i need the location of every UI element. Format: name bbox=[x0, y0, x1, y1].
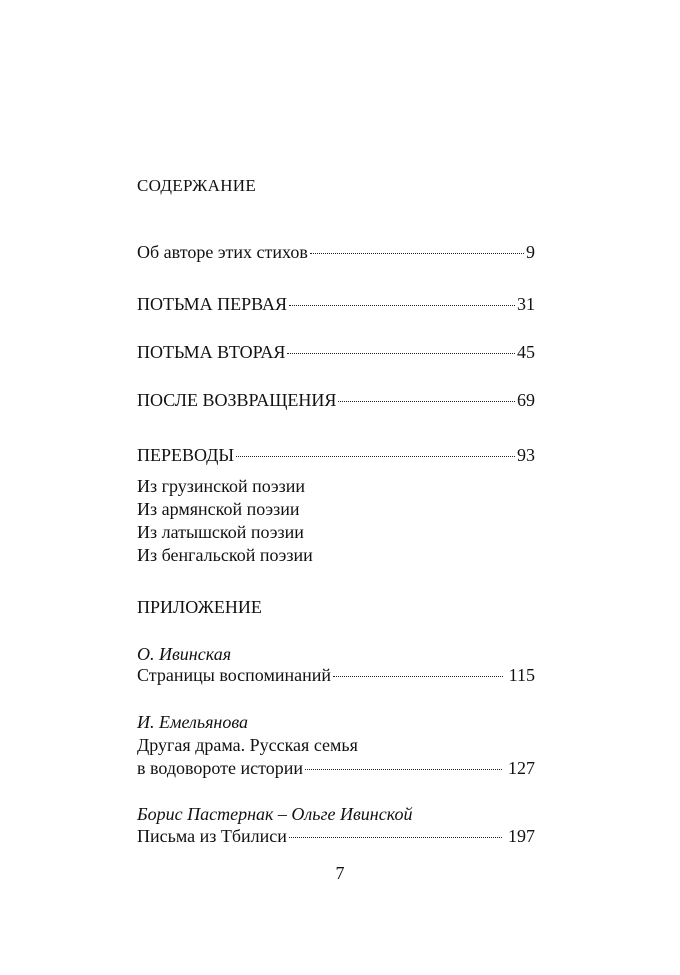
toc-entry-line: Другая драма. Русская семья bbox=[137, 735, 358, 755]
toc-entry-letters[interactable] bbox=[137, 826, 535, 850]
toc-entry-memoirs[interactable] bbox=[137, 665, 535, 689]
dot-leader bbox=[338, 401, 515, 402]
toc-entry-after-return[interactable] bbox=[137, 390, 535, 414]
toc-title: СОДЕРЖАНИЕ bbox=[137, 176, 257, 195]
toc-entry-label: ПЕРЕВОДЫ bbox=[137, 445, 235, 465]
toc-entry-other-drama[interactable] bbox=[137, 758, 535, 782]
toc-entry-page: 31 bbox=[517, 294, 535, 314]
dot-leader bbox=[289, 837, 502, 838]
toc-entry-translations[interactable] bbox=[137, 445, 535, 469]
toc-entry-potma-2[interactable] bbox=[137, 342, 535, 366]
appendix-author: И. Емельянова bbox=[137, 712, 249, 732]
toc-entry-page: 69 bbox=[517, 390, 535, 410]
appendix-author: О. Ивинская bbox=[137, 644, 232, 664]
page-number: 7 bbox=[335, 863, 345, 883]
toc-entry-potma-1[interactable] bbox=[137, 294, 535, 318]
toc-entry-label: Об авторе этих стихов bbox=[137, 242, 308, 262]
translation-item-latvian[interactable]: Из латышской поэзии bbox=[137, 522, 304, 542]
toc-entry-label: ПОТЬМА ПЕРВАЯ bbox=[137, 294, 287, 314]
appendix-author: Борис Пастернак – Ольге Ивинской bbox=[137, 804, 413, 824]
dot-leader bbox=[305, 769, 502, 770]
dot-leader bbox=[236, 456, 515, 457]
toc-entry-about-author[interactable] bbox=[137, 242, 535, 266]
dot-leader bbox=[287, 353, 515, 354]
toc-entry-label: Страницы воспоминаний bbox=[137, 665, 331, 685]
dot-leader bbox=[310, 253, 524, 254]
toc-entry-label: Письма из Тбилиси bbox=[137, 826, 287, 846]
toc-entry-label: в водовороте истории bbox=[137, 758, 304, 778]
translation-item-bengali[interactable]: Из бенгальской поэзии bbox=[137, 545, 313, 565]
toc-entry-page: 93 bbox=[517, 445, 535, 465]
toc-entry-page: 9 bbox=[526, 242, 535, 262]
toc-entry-page: 115 bbox=[508, 665, 535, 685]
toc-entry-page: 197 bbox=[508, 826, 535, 846]
toc-entry-label: ПОТЬМА ВТОРАЯ bbox=[137, 342, 286, 362]
dot-leader bbox=[289, 305, 515, 306]
dot-leader bbox=[333, 676, 503, 677]
translation-item-georgian[interactable]: Из грузинской поэзии bbox=[137, 476, 306, 496]
toc-entry-label: ПОСЛЕ ВОЗВРАЩЕНИЯ bbox=[137, 390, 337, 410]
appendix-heading: ПРИЛОЖЕНИЕ bbox=[137, 597, 262, 617]
toc-entry-page: 127 bbox=[508, 758, 535, 778]
translation-item-armenian[interactable]: Из армянской поэзии bbox=[137, 499, 300, 519]
toc-entry-page: 45 bbox=[517, 342, 535, 362]
